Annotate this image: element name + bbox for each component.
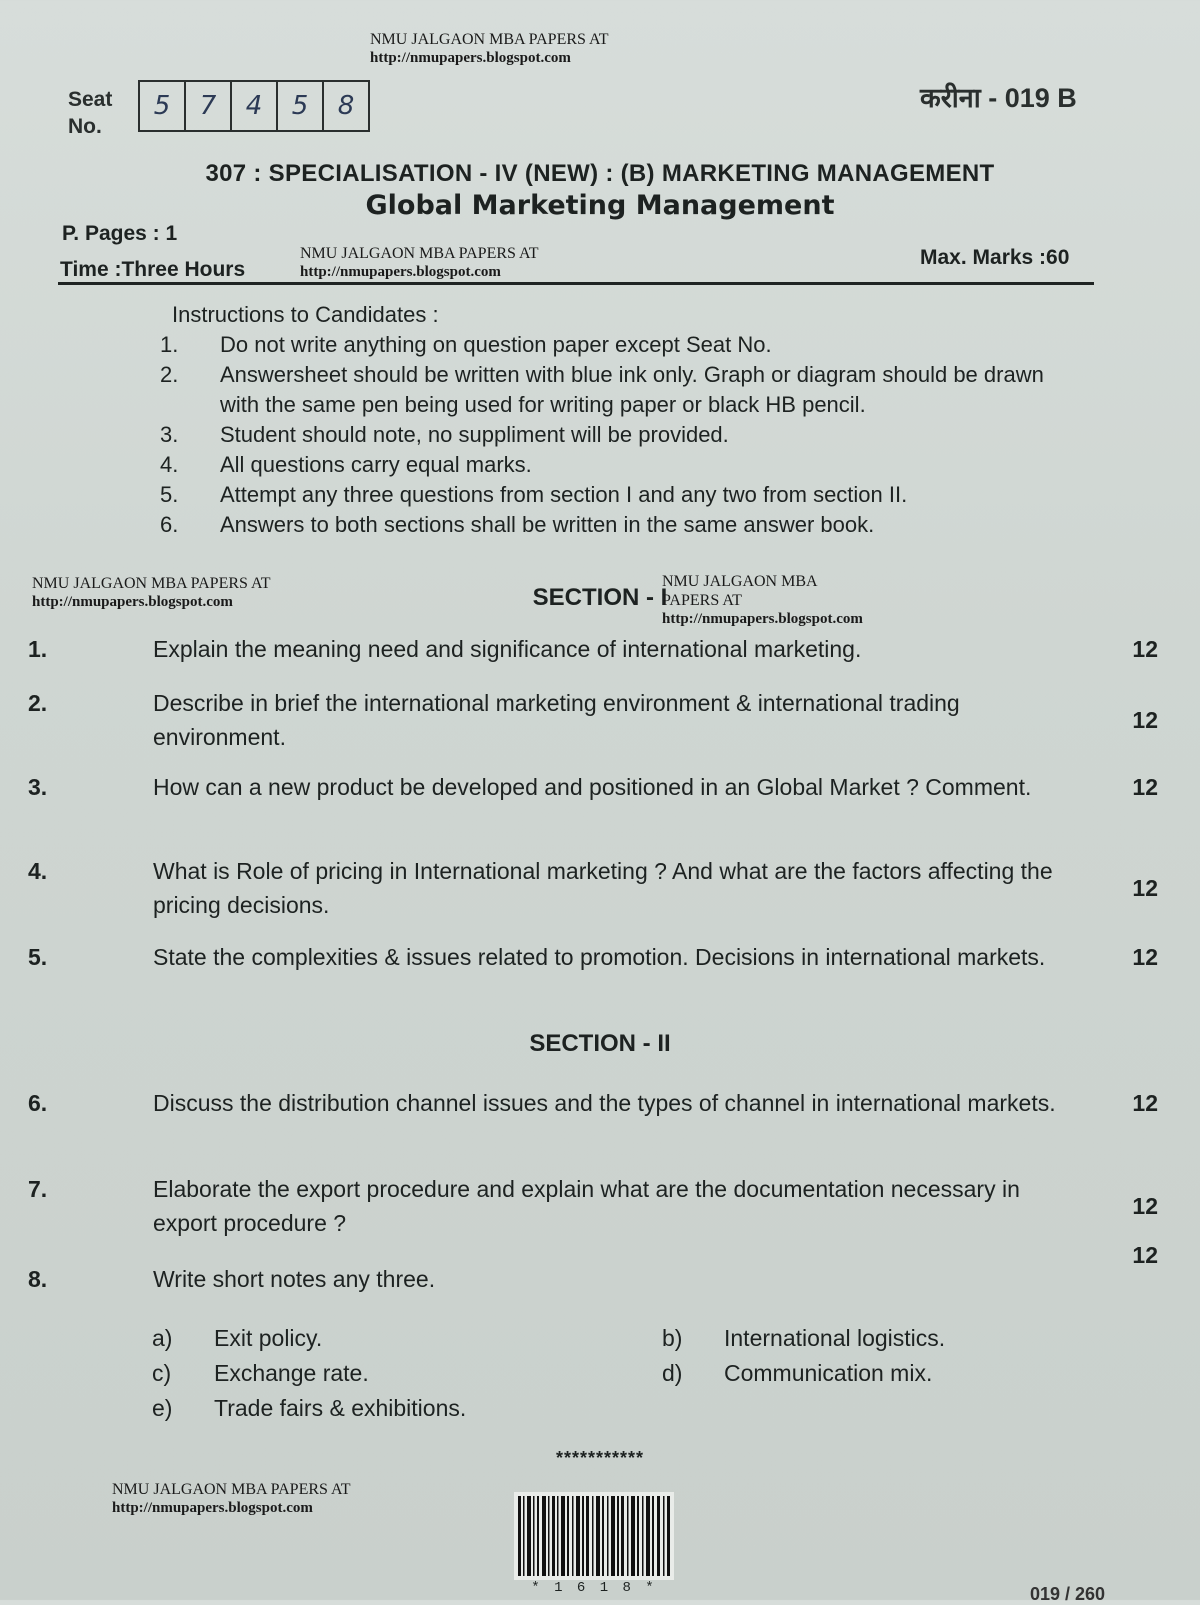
question-number: 3. xyxy=(28,774,48,800)
question-marks: 12 xyxy=(1132,774,1158,800)
header-divider xyxy=(58,282,1094,285)
seat-number-boxes xyxy=(138,80,370,132)
question-marks: 12 xyxy=(1132,1090,1158,1116)
watermark-text: PAPERS AT xyxy=(662,592,742,609)
short-note-item xyxy=(662,1357,1052,1390)
question-number: 4. xyxy=(28,858,48,884)
question-text: Explain the meaning need and significance of international marketing. xyxy=(153,636,862,662)
instruction-text: Answersheet should be written with blue ink only. Graph or diagram should be drawn with the same pen being used for writing paper or black HB pencil. xyxy=(220,362,1044,417)
instruction-text: Attempt any three questions from section I and any two from section II. xyxy=(220,482,908,507)
question-text: Describe in brief the international marketing environment & international trading environment. xyxy=(153,690,960,750)
short-note-letter: e) xyxy=(152,1395,173,1421)
instruction-text: Student should note, no suppliment will be provided. xyxy=(220,422,729,447)
question-text: How can a new product be developed and positioned in an Global Market ? Comment. xyxy=(153,774,1032,800)
short-notes-list xyxy=(152,1322,1052,1425)
instruction-text: Answers to both sections shall be written in the same answer book. xyxy=(220,512,875,537)
question-number: 2. xyxy=(28,690,48,716)
question-marks: 12 xyxy=(1132,1242,1158,1268)
question xyxy=(28,940,1158,974)
question xyxy=(28,1242,1158,1296)
question-number: 1. xyxy=(28,636,48,662)
question-marks: 12 xyxy=(1132,707,1158,733)
short-note-item xyxy=(152,1322,662,1355)
instruction-text: All questions carry equal marks. xyxy=(220,452,532,477)
watermark-top xyxy=(370,30,609,68)
short-note-letter: c) xyxy=(152,1360,172,1386)
watermark-url: http://nmupapers.blogspot.com xyxy=(662,611,863,627)
short-note-text: International logistics. xyxy=(724,1325,946,1351)
seat-digit: 5 xyxy=(140,82,186,130)
short-note-letter: a) xyxy=(152,1325,173,1351)
instructions-heading: Instructions to Candidates : xyxy=(172,302,439,327)
question-number: 6. xyxy=(28,1090,48,1116)
seat-digit: 4 xyxy=(232,82,278,130)
instruction-item xyxy=(160,330,1060,360)
instruction-number: 5. xyxy=(160,482,179,507)
watermark-url: http://nmupapers.blogspot.com xyxy=(300,264,501,280)
instruction-text: Do not write anything on question paper except Seat No. xyxy=(220,332,772,357)
question xyxy=(28,632,1158,666)
short-note-item xyxy=(152,1357,662,1390)
watermark-text: NMU JALGAON MBA PAPERS AT xyxy=(32,575,271,592)
short-note-text: Exchange rate. xyxy=(214,1360,369,1386)
short-note-text: Exit policy. xyxy=(214,1325,323,1351)
watermark-right xyxy=(662,572,863,629)
watermark-text: NMU JALGAON MBA PAPERS AT xyxy=(370,31,609,48)
course-title: 307 : SPECIALISATION - IV (NEW) : (B) MARKETING MANAGEMENT xyxy=(205,160,995,187)
seat-label xyxy=(68,86,112,140)
question-text: Discuss the distribution channel issues and the types of channel in international markets. xyxy=(153,1090,1056,1116)
instruction-item xyxy=(160,360,1060,420)
page-count: P. Pages : 1 xyxy=(62,222,178,245)
seat-digit: 7 xyxy=(186,82,232,130)
instruction-number: 1. xyxy=(160,332,179,357)
watermark-url: http://nmupapers.blogspot.com xyxy=(112,1500,313,1516)
end-marker: *********** xyxy=(555,1448,645,1468)
short-note-letter: b) xyxy=(662,1325,683,1351)
short-note-letter: d) xyxy=(662,1360,683,1386)
question-text: Write short notes any three. xyxy=(153,1266,436,1292)
instruction-number: 4. xyxy=(160,452,179,477)
question-marks: 12 xyxy=(1132,944,1158,970)
barcode-number: * 1 6 1 8 * xyxy=(531,1580,657,1596)
instruction-item xyxy=(160,450,1060,480)
paper-title: Global Marketing Management xyxy=(365,190,835,221)
question-marks: 12 xyxy=(1132,636,1158,662)
watermark-header xyxy=(300,244,539,282)
question-text: What is Role of pricing in International marketing ? And what are the factors affecting the pricing decisions. xyxy=(153,858,1053,918)
watermark-text: NMU JALGAON MBA xyxy=(662,573,818,590)
short-note-item xyxy=(662,1322,1052,1355)
question-marks: 12 xyxy=(1132,1193,1158,1219)
watermark-url: http://nmupapers.blogspot.com xyxy=(32,594,233,610)
paper-code: करीना - 019 B xyxy=(920,83,1077,113)
question-text: State the complexities & issues related to promotion. Decisions in international markets. xyxy=(153,944,1046,970)
page-footer-code: 019 / 260 xyxy=(1030,1584,1106,1604)
exam-duration: Time :Three Hours xyxy=(60,258,246,281)
instruction-item xyxy=(160,510,1060,540)
watermark-bottom xyxy=(112,1480,351,1518)
question xyxy=(28,686,1158,754)
question-text: Elaborate the export procedure and explain what are the documentation necessary in export procedure ? xyxy=(153,1176,1020,1236)
seat-label-line1: Seat xyxy=(68,88,113,111)
instruction-number: 3. xyxy=(160,422,179,447)
question xyxy=(28,854,1158,922)
question xyxy=(28,770,1158,804)
question-marks: 12 xyxy=(1132,875,1158,901)
barcode xyxy=(514,1492,674,1580)
watermark-text: NMU JALGAON MBA PAPERS AT xyxy=(300,245,539,262)
instruction-item xyxy=(160,420,1060,450)
instruction-number: 2. xyxy=(160,362,179,387)
section-2-heading: SECTION - II xyxy=(529,1030,671,1057)
seat-label-line2: No. xyxy=(68,115,102,138)
question-number: 7. xyxy=(28,1176,48,1202)
short-note-text: Communication mix. xyxy=(724,1360,933,1386)
seat-digit: 8 xyxy=(337,91,355,121)
question-number: 8. xyxy=(28,1266,48,1292)
instructions-list xyxy=(160,330,1060,540)
short-note-item xyxy=(152,1392,662,1425)
section-1-heading: SECTION - I xyxy=(532,584,668,611)
question xyxy=(28,1172,1158,1240)
instruction-number: 6. xyxy=(160,512,179,537)
short-note-text: Trade fairs & exhibitions. xyxy=(214,1395,467,1421)
watermark-url: http://nmupapers.blogspot.com xyxy=(370,50,571,66)
max-marks: Max. Marks :60 xyxy=(920,246,1070,269)
question-number: 5. xyxy=(28,944,48,970)
instruction-item xyxy=(160,480,1060,510)
seat-digit: 5 xyxy=(278,82,324,130)
watermark-text: NMU JALGAON MBA PAPERS AT xyxy=(112,1481,351,1498)
question xyxy=(28,1086,1158,1120)
